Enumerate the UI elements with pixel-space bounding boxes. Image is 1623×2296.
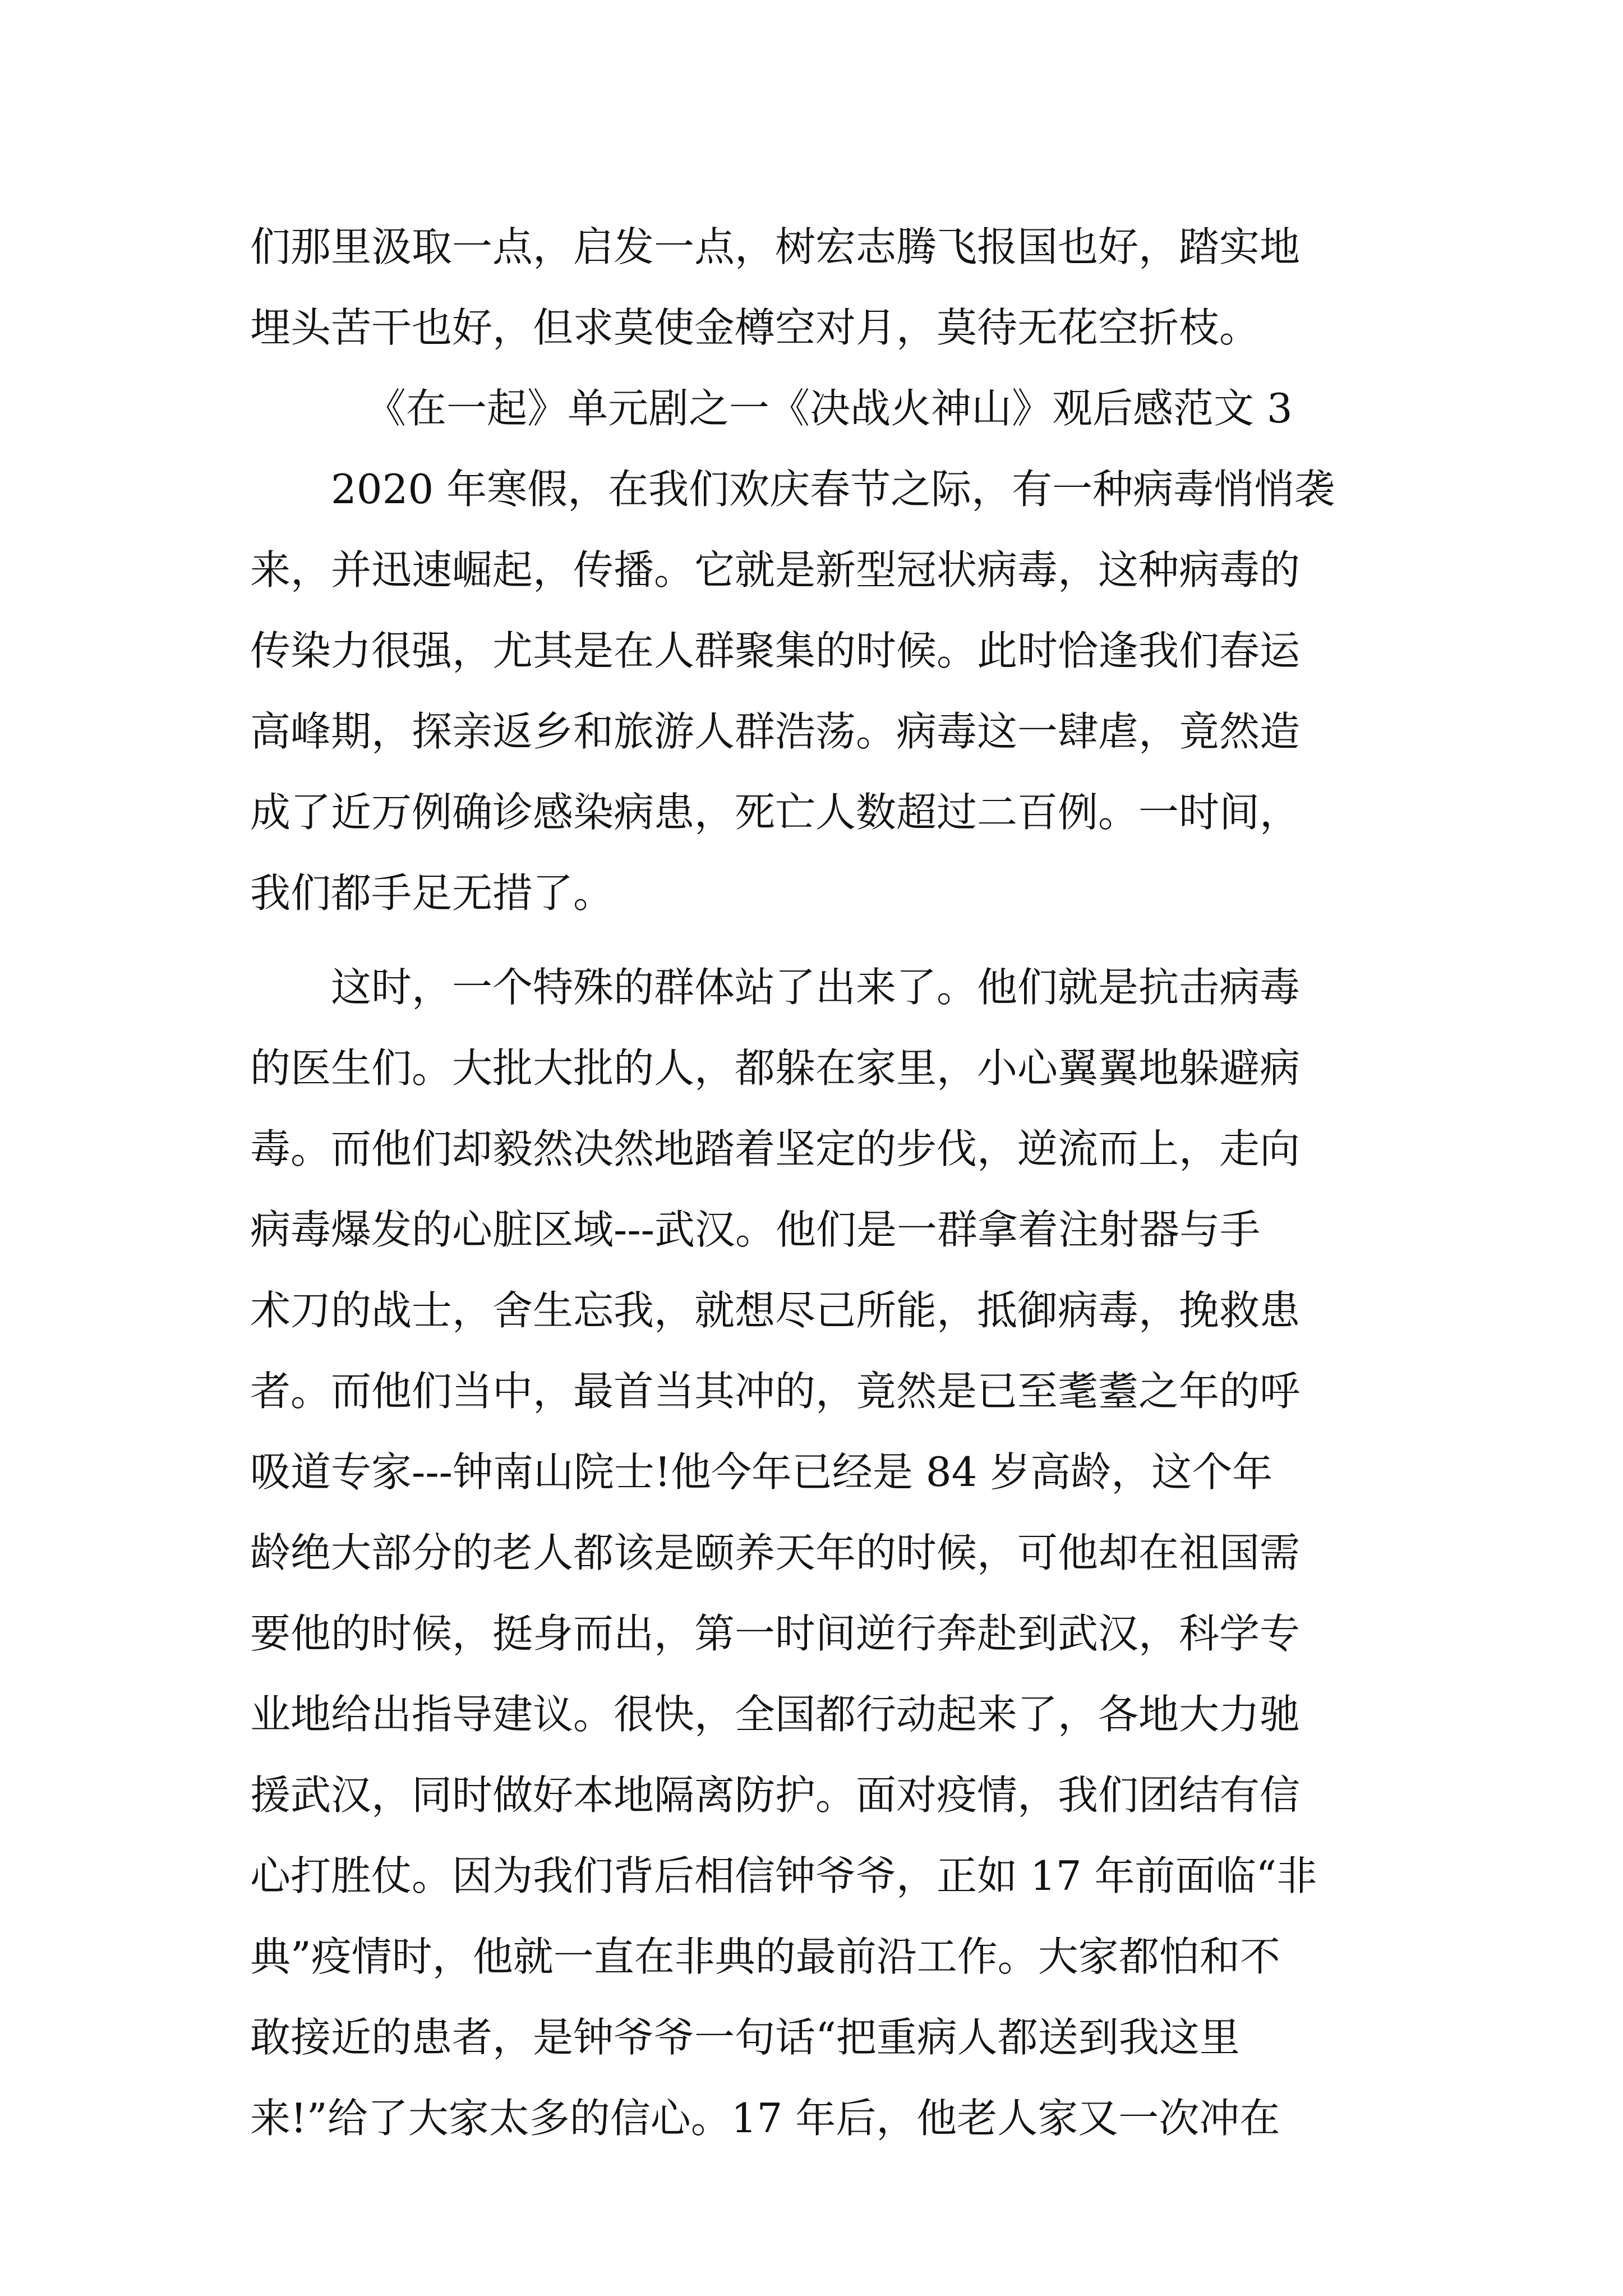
text-line: 的医生们。大批大批的人，都躲在家里，小心翼翼地躲避病	[250, 1045, 1301, 1092]
text-line: 吸道专家---钟南山院士!他今年已经是 84 岁高龄，这个年	[250, 1448, 1273, 1496]
text-line: 我们都手足无措了。	[250, 869, 614, 917]
text-line: 成了近万例确诊感染病患，死亡人数超过二百例。一时间，	[250, 789, 1301, 836]
section-title: 《在一起》单元剧之一《决战火神山》观后感范文 3	[366, 385, 1293, 432]
text-line: 来!”给了大家太多的信心。17 年后，他老人家又一次冲在	[250, 2095, 1280, 2142]
text-line: 高峰期，探亲返乡和旅游人群浩荡。病毒这一肆虐，竟然造	[250, 708, 1301, 755]
paragraph-first-line: 这时，一个特殊的群体站了出来了。他们就是抗击病毒	[331, 964, 1301, 1011]
text-line: 埋头苦干也好，但求莫使金樽空对月，莫待无花空折枝。	[250, 304, 1260, 351]
text-line: 业地给出指导建议。很快，全国都行动起来了，各地大力驰	[250, 1691, 1301, 1738]
text-line: 要他的时候，挺身而出，第一时间逆行奔赴到武汉，科学专	[250, 1610, 1301, 1657]
text-line: 术刀的战士，舍生忘我，就想尽己所能，抵御病毒，挽救患	[250, 1287, 1301, 1334]
text-line: 毒。而他们却毅然决然地踏着坚定的步伐，逆流而上，走向	[250, 1125, 1301, 1172]
text-line: 援武汉，同时做好本地隔离防护。面对疫情，我们团结有信	[250, 1772, 1301, 1819]
body-text	[250, 206, 1394, 2159]
paragraph-first-line: 2020 年寒假，在我们欢庆春节之际，有一种病毒悄悄袭	[331, 466, 1335, 513]
text-line: 病毒爆发的心脏区域---武汉。他们是一群拿着注射器与手	[250, 1206, 1260, 1253]
text-line: 者。而他们当中，最首当其冲的，竟然是已至耄耋之年的呼	[250, 1368, 1301, 1415]
text-line: 们那里汲取一点，启发一点，树宏志腾飞报国也好，踏实地	[250, 223, 1301, 270]
text-line: 敢接近的患者，是钟爷爷一句话“把重病人都送到我这里	[250, 2014, 1240, 2061]
text-line: 来，并迅速崛起，传播。它就是新型冠状病毒，这种病毒的	[250, 546, 1301, 593]
text-line: 龄绝大部分的老人都该是颐养天年的时候，可他却在祖国需	[250, 1529, 1301, 1576]
text-line: 心打胜仗。因为我们背后相信钟爷爷，正如 17 年前面临“非	[250, 1852, 1317, 1899]
text-line: 传染力很强，尤其是在人群聚集的时候。此时恰逢我们春运	[250, 627, 1301, 674]
text-line: 典”疫情时，他就一直在非典的最前沿工作。大家都怕和不	[250, 1933, 1280, 1980]
paragraph-gap	[250, 933, 1394, 947]
